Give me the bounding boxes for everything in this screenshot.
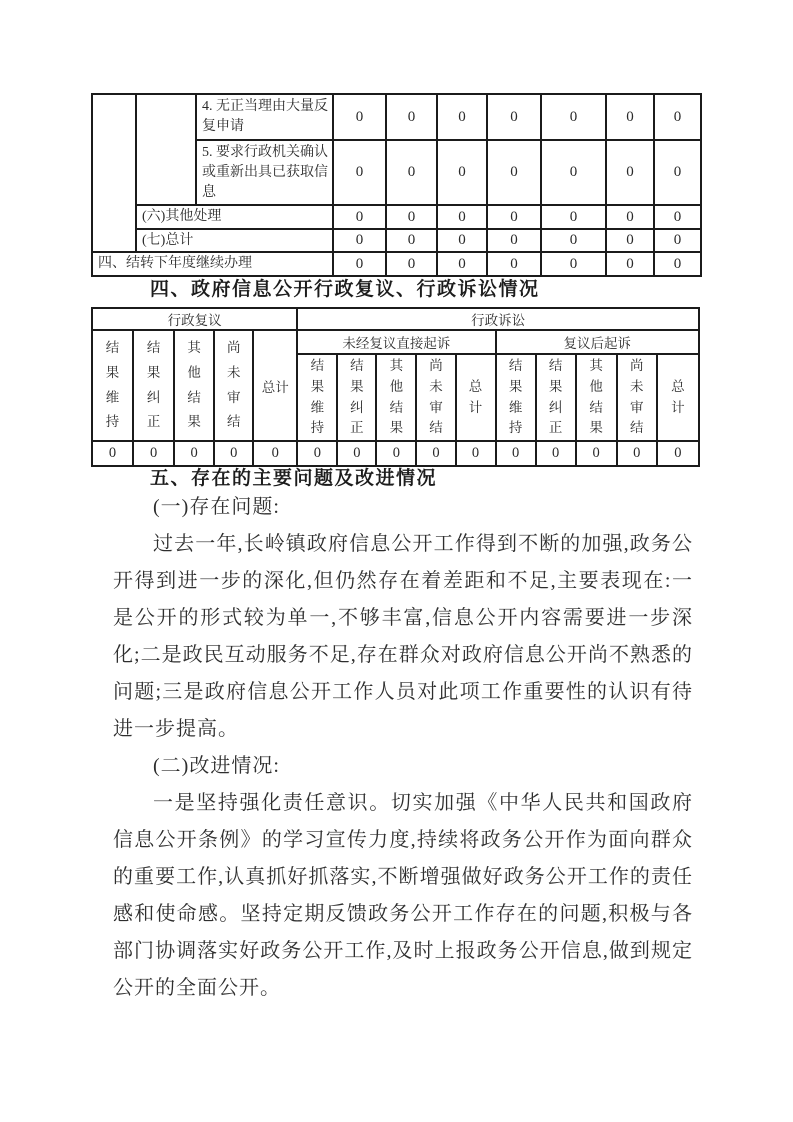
col-header-label: 总计 xyxy=(468,378,483,415)
col-header-label: 结果维持 xyxy=(310,357,325,436)
table-cell: 0 xyxy=(386,94,437,140)
table-cell: 0 xyxy=(541,94,606,140)
application-processing-table xyxy=(91,93,702,277)
col-header xyxy=(657,354,699,441)
subgroup-header-direct-suit: 未经复议直接起诉 xyxy=(297,330,495,354)
table-row xyxy=(92,229,701,252)
section5-title: 五、存在的主要问题及改进情况 xyxy=(150,468,438,489)
table-cell: 0 xyxy=(297,441,337,466)
col-header-label: 其他结果 xyxy=(589,357,603,436)
col-header-label: 尚未审结 xyxy=(629,357,644,436)
table-cell: 0 xyxy=(253,441,297,466)
table-cell: 0 xyxy=(92,441,133,466)
table-row xyxy=(92,94,701,140)
table-cell: 0 xyxy=(606,140,654,205)
table-row xyxy=(92,252,701,276)
table-cell: 0 xyxy=(487,252,541,276)
table-cell: 0 xyxy=(541,252,606,276)
table-row xyxy=(92,330,699,354)
col-header-label: 结果维持 xyxy=(508,357,523,436)
row-label: 5. 要求行政机关确认或重新出具已获取信息 xyxy=(196,140,333,205)
col-header xyxy=(536,354,576,441)
table-cell: 0 xyxy=(437,140,487,205)
table-cell: 0 xyxy=(654,140,701,205)
col-header xyxy=(174,330,214,441)
subgroup-header-after-review-suit: 复议后起诉 xyxy=(496,330,699,354)
col-header xyxy=(617,354,657,441)
table-cell: 0 xyxy=(487,229,541,252)
col-header xyxy=(496,354,536,441)
table-cell: 0 xyxy=(437,94,487,140)
table-cell: 0 xyxy=(386,205,437,229)
table-cell: 0 xyxy=(333,229,386,252)
col-header-total: 总计 xyxy=(253,330,297,441)
table-cell: 0 xyxy=(541,229,606,252)
table-cell: 0 xyxy=(606,252,654,276)
table-cell: 0 xyxy=(337,441,376,466)
table-cell: 0 xyxy=(654,94,701,140)
table-cell: 0 xyxy=(456,441,496,466)
table1-spanner-cell-b xyxy=(136,94,196,205)
col-header xyxy=(133,330,174,441)
table-cell: 0 xyxy=(654,205,701,229)
section5-paragraph-improvements: 一是坚持强化责任意识。切实加强《中华人民共和国政府信息公开条例》的学习宣传力度,持续将政务公开作为面向群众的重要工作,认真抓好抓落实,不断增强做好政务公开工作的责任感和使命感。坚持定期反馈政务公开工作存在的问题,积极与各部门协调落实好政务公开工作,及时上报政务公开信息,做到规定公开的全面公开。 xyxy=(113,792,693,999)
section5-paragraph-problems: 过去一年,长岭镇政府信息公开工作得到不断的加强,政务公开得到进一步的深化,但仍然存在着差距和不足,主要表现在:一是公开的形式较为单一,不够丰富,信息公开内容需要进一步深化;二是政民互动服务不足,存在群众对政府信息公开尚不熟悉的问题;三是政府信息公开工作人员对此项工作重要性的认识有待进一步提高。 xyxy=(113,533,693,740)
table-cell: 0 xyxy=(606,229,654,252)
table-cell: 0 xyxy=(487,140,541,205)
row-label: (七)总计 xyxy=(136,229,333,252)
col-header xyxy=(576,354,617,441)
table-cell: 0 xyxy=(174,441,214,466)
table-cell: 0 xyxy=(654,229,701,252)
col-header xyxy=(297,354,337,441)
table-cell: 0 xyxy=(536,441,576,466)
table-cell: 0 xyxy=(617,441,657,466)
table1-spanner-cell-a xyxy=(92,94,136,252)
section5-subheading-problems: (一)存在问题: xyxy=(153,496,280,518)
table-cell: 0 xyxy=(606,94,654,140)
row-label: 四、结转下年度继续办理 xyxy=(92,252,333,276)
col-header-label: 尚未审结 xyxy=(226,339,241,430)
table-cell: 0 xyxy=(657,441,699,466)
table-cell: 0 xyxy=(376,441,416,466)
table-cell: 0 xyxy=(606,205,654,229)
section4-title: 四、政府信息公开行政复议、行政诉讼情况 xyxy=(150,279,540,300)
col-header xyxy=(376,354,416,441)
col-header-label: 结果纠正 xyxy=(548,357,563,436)
table-cell: 0 xyxy=(496,441,536,466)
col-header-label: 其他结果 xyxy=(187,339,201,430)
table-cell: 0 xyxy=(437,205,487,229)
table-cell: 0 xyxy=(487,94,541,140)
col-header-label: 总计 xyxy=(671,378,685,415)
col-header-label: 尚未审结 xyxy=(429,357,443,436)
col-header-label: 结果维持 xyxy=(105,339,120,430)
table-cell: 0 xyxy=(386,252,437,276)
table-row xyxy=(92,308,699,330)
section5-body xyxy=(113,489,693,1007)
table-cell: 0 xyxy=(437,229,487,252)
table-cell: 0 xyxy=(133,441,174,466)
table-cell: 0 xyxy=(386,229,437,252)
table-cell: 0 xyxy=(437,252,487,276)
row-label: 4. 无正当理由大量反复申请 xyxy=(196,94,333,140)
review-litigation-table xyxy=(91,307,700,467)
col-header xyxy=(337,354,376,441)
col-header xyxy=(416,354,455,441)
table-cell: 0 xyxy=(333,94,386,140)
row-label: (六)其他处理 xyxy=(136,205,333,229)
col-header xyxy=(92,330,133,441)
section5-subheading-improvements: (二)改进情况: xyxy=(153,755,280,777)
table-cell: 0 xyxy=(576,441,617,466)
col-header-label: 其他结果 xyxy=(389,357,404,436)
col-header-label: 结果纠正 xyxy=(146,339,161,430)
table-cell: 0 xyxy=(416,441,455,466)
table-row xyxy=(92,205,701,229)
table-cell: 0 xyxy=(654,252,701,276)
group-header-review: 行政复议 xyxy=(92,308,297,330)
table-cell: 0 xyxy=(541,140,606,205)
table-cell: 0 xyxy=(386,140,437,205)
group-header-litigation: 行政诉讼 xyxy=(297,308,699,330)
table-cell: 0 xyxy=(487,205,541,229)
table-cell: 0 xyxy=(541,205,606,229)
table-cell: 0 xyxy=(333,205,386,229)
table-cell: 0 xyxy=(333,252,386,276)
table-cell: 0 xyxy=(214,441,253,466)
col-header-label: 结果纠正 xyxy=(350,357,364,436)
col-header xyxy=(456,354,496,441)
table-cell: 0 xyxy=(333,140,386,205)
col-header xyxy=(214,330,253,441)
